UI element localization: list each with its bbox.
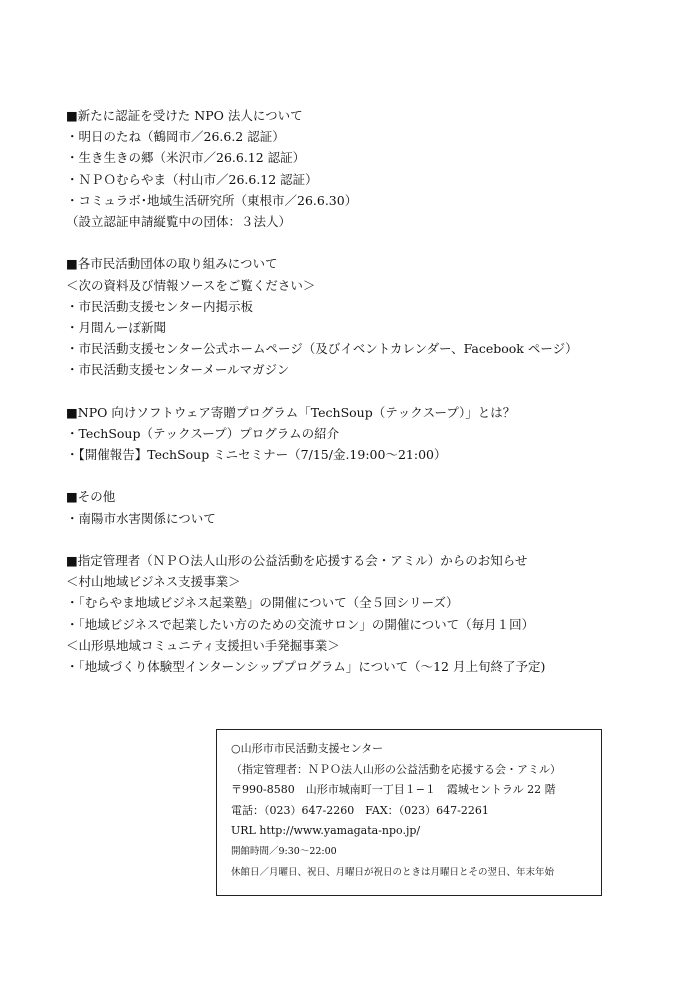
manager-item: ・「地域ビジネスで起業したい方のための交流サロン」の開催について（毎月１回） (66, 616, 535, 632)
section-spacer (66, 529, 666, 550)
activities-item: ・市民活動支援センター内掲示板 (66, 298, 254, 314)
bulletin-content (66, 105, 666, 677)
manager-subheading: ＜山形県地域コミュニティ支援担い手発掘事業＞ (66, 637, 340, 653)
npo-item: ・コミュラボ･地域生活研究所（東根市／26.6.30） (66, 192, 358, 208)
techsoup-item: ・【開催報告】TechSoup ミニセミナー（7/15/金.19:00～21:00） (66, 447, 447, 462)
other-item: ・南陽市水害関係について (66, 510, 216, 526)
section-heading-npo: ■新たに認証を受けた NPO 法人について (66, 108, 303, 123)
npo-note: （設立認証申請縦覧中の団体：３法人） (66, 213, 292, 229)
contact-phone-fax: 電話：（023）647-2260 FAX：（023）647-2261 (231, 803, 489, 817)
section-heading-manager: ■指定管理者（ＮＰＯ法人山形の公益活動を応援する会・アミル）からのお知らせ (66, 552, 528, 568)
section-spacer (66, 380, 666, 401)
activities-item: ・市民活動支援センター公式ホームページ（及びイベントカレンダー、Facebook ページ） (66, 341, 578, 357)
section-spacer (66, 465, 666, 486)
contact-manager: （指定管理者：ＮＰＯ法人山形の公益活動を応援する会・アミル） (231, 762, 561, 776)
techsoup-item: ・TechSoup（テックスープ）プログラムの紹介 (66, 425, 340, 441)
activities-item: ・市民活動支援センターメールマガジン (66, 362, 290, 378)
npo-item: ・ＮＰＯむらやま（村山市／26.6.12 認証） (66, 171, 318, 187)
section-heading-techsoup: ■NPO 向けソフトウェア寄贈プログラム「TechSoup（テックスープ）」とは？ (66, 404, 516, 420)
contact-url: URL http://www.yamagata-npo.jp/ (231, 824, 421, 838)
contact-hours: 開館時間／9:30～22:00 (231, 845, 337, 857)
manager-item: ・「むらやま地域ビジネス起業塾」の開催について（全５回シリーズ） (66, 595, 459, 611)
manager-subheading: ＜村山地域ビジネス支援事業＞ (66, 574, 241, 590)
contact-address: 〒990-8580 山形市城南町一丁目１−１ 霞城セントラル 22 階 (231, 783, 556, 797)
manager-item: ・「地域づくり体験型インターンシッププログラム」について（～12 月上旬終了予定) (66, 658, 546, 674)
section-heading-activities: ■各市民活動団体の取り組みについて (66, 256, 278, 272)
npo-item: ・生き生きの郷（米沢市／26.6.12 認証） (66, 150, 306, 166)
activities-item: ・月間んーぽ新聞 (66, 319, 167, 335)
npo-item: ・明日のたね（鶴岡市／26.6.2 認証） (66, 129, 285, 145)
section-spacer (66, 232, 666, 253)
contact-closed-days: 休館日／月曜日、祝日、月曜日が祝日のときは月曜日とその翌日、年末年始 (231, 866, 555, 878)
contact-info-box (216, 729, 602, 896)
activities-intro: ＜次の資料及び情報ソースをご覧ください＞ (66, 277, 316, 293)
contact-center-name: ○山形市市民活動支援センター (231, 742, 384, 755)
section-heading-other: ■その他 (66, 489, 116, 505)
